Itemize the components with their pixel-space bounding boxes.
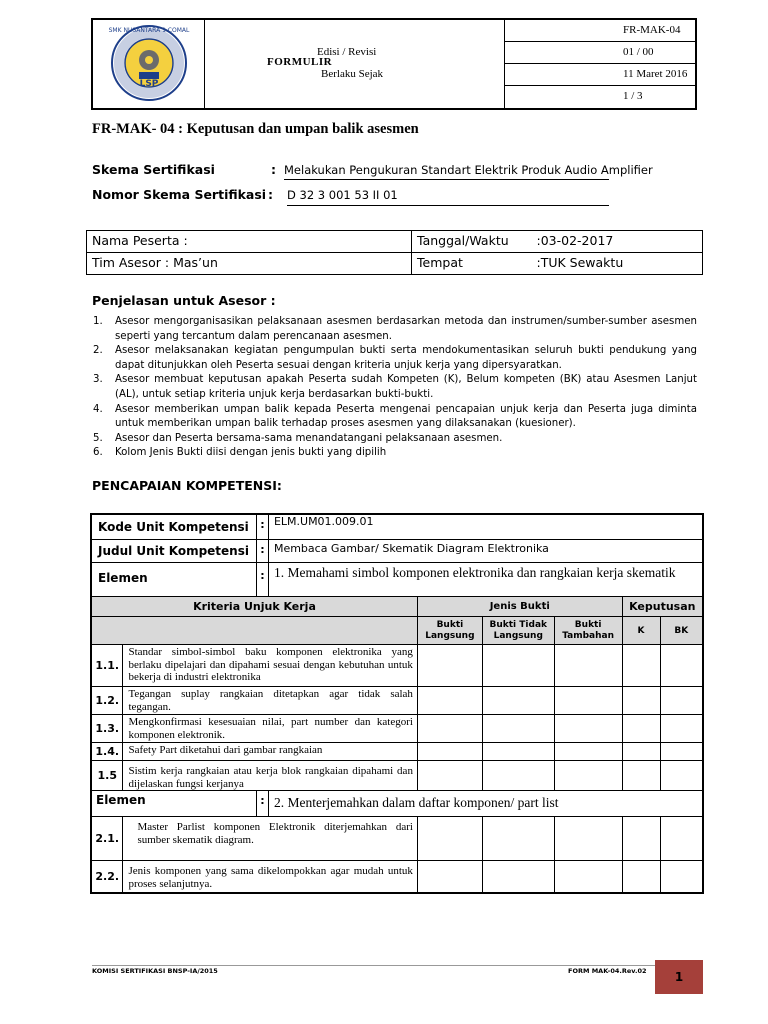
nomor-value: D 32 3 001 53 II 01 [287,188,609,206]
bukti-tidak-langsung-cell[interactable] [482,645,554,687]
elemen-1-value: 1. Memahami simbol komponen elektronika dan rangkaian kerja skematik [268,563,703,597]
bukti-langsung-cell[interactable] [417,861,482,893]
list-item: 4. Asesor memberikan umpan balik kepada Peserta mengenai pencapaian unjuk kerja dan Peserta juga diminta untuk memberikan umpan balik terhadap proses asesmen yang dilaksanakan (kuesioner). [93,403,697,430]
jenis-bukti-header: Jenis Bukti [417,597,622,617]
kriteria-header: Kriteria Unjuk Kerja [91,597,417,617]
judul-unit-value: Membaca Gambar/ Skematik Diagram Elektronika [268,540,703,563]
list-item: 2. Asesor melaksanakan kegiatan pengumpulan bukti serta mendokumentasikan seluruh bukti pendukung yang dapat ditunjukkan oleh Peserta sesuai dengan kriteria unjuk kerja yang dipersyaratkan. [93,345,697,371]
kode-unit-label: Kode Unit Kompetensi [91,514,257,540]
elemen-2-value: 2. Menterjemahkan dalam daftar komponen/ part list [268,791,703,817]
peserta-table [86,230,703,275]
k-cell[interactable] [622,761,660,791]
penjelasan-list [91,315,697,461]
bukti-langsung-cell[interactable] [417,645,482,687]
elemen-label: Elemen [91,563,257,597]
bk-cell[interactable] [660,743,703,761]
bukti-tambahan-cell[interactable] [554,817,622,861]
k-cell[interactable] [622,861,660,893]
table-row: 1.4. Safety Part diketahui dari gambar rangkaian [91,743,703,761]
bk-header: BK [660,617,703,645]
bukti-langsung-cell[interactable] [417,715,482,743]
table-row: 1.1. Standar simbol-simbol baku komponen elektronika yang berlaku dipelajari dan dipahami sesuai dengan kebutuhan untuk bekerja di industri elektronika [91,645,703,687]
skema-value: Melakukan Pengukuran Standart Elektrik Produk Audio Amplifier [284,163,609,180]
nomor-label: Nomor Skema Sertifikasi [92,187,267,202]
bk-cell[interactable] [660,645,703,687]
skema-label: Skema Sertifikasi [92,162,215,177]
tim-asesor-label: Tim Asesor : Mas’un [87,253,412,275]
bukti-langsung-cell[interactable] [417,761,482,791]
table-row: 1.5 Sistim kerja rangkaian atau kerja blok rangkaian dipahami dan dijelaskan fungsi kerjanya [91,761,703,791]
nama-peserta-label: Nama Peserta : [87,231,412,253]
bukti-langsung-cell[interactable] [417,743,482,761]
table-row: 2.2. Jenis komponen yang sama dikelompokkan agar mudah untuk proses selanjutnya. [91,861,703,893]
bukti-tidak-langsung-cell[interactable] [482,817,554,861]
tempat-label: Tempat [412,253,532,275]
svg-text:SMK NUSANTARA 1 COMAL: SMK NUSANTARA 1 COMAL [108,27,190,34]
bukti-langsung-cell[interactable] [417,687,482,715]
colon: : [257,563,269,597]
elemen-2-label: Elemen [91,791,257,817]
list-item: 5. Asesor dan Peserta bersama-sama menandatangani pelaksanaan asesmen. [93,432,503,444]
svg-text:LSP: LSP [139,79,159,89]
tanggal-label: Tanggal/Waktu [412,231,532,253]
judul-unit-label: Judul Unit Kompetensi [91,540,257,563]
doc-code: FR-MAK-04 [623,24,681,36]
k-header: K [622,617,660,645]
bk-cell[interactable] [660,861,703,893]
keputusan-header: Keputusan [622,597,703,617]
formulir-label: FORMULIR [267,56,333,68]
bukti-tidak-langsung-cell[interactable] [482,715,554,743]
tanggal-value: :03-02-2017 [532,231,703,253]
footer-left: KOMISI SERTIFIKASI BNSP-IA/2015 [92,967,218,975]
table-row: 2.1. Master Parlist komponen Elektronik diterjemahkan dari sumber skematik diagram. [91,817,703,861]
table-row: 1.2. Tegangan suplay rangkaian ditetapkan agar tidak salah tegangan. [91,687,703,715]
edisi-value: 01 / 00 [623,46,654,58]
bukti-langsung-header: Bukti Langsung [417,617,482,645]
form-title: FR-MAK- 04 : Keputusan dan umpan balik asesmen [92,121,419,137]
list-item: 1. Asesor mengorganisasikan pelaksanaan asesmen berdasarkan metoda dan instrumen/sumber-sumber asesmen seperti yang tercantum dalam perencanaan asesmen. [93,316,697,342]
colon: : [257,791,269,817]
penjelasan-title: Penjelasan untuk Asesor : [92,293,276,308]
bukti-tidak-langsung-cell[interactable] [482,861,554,893]
header-right-cell [505,20,695,108]
bukti-tidak-langsung-cell[interactable] [482,687,554,715]
bukti-tambahan-header: Bukti Tambahan [554,617,622,645]
bukti-tambahan-cell[interactable] [554,687,622,715]
skema-colon: : [271,162,276,177]
table-row: 1.3. Mengkonfirmasi kesesuaian nilai, part number dan kategori komponen elektronik. [91,715,703,743]
footer-right: FORM MAK-04.Rev.02 [568,967,647,975]
tempat-value: :TUK Sewaktu [532,253,703,275]
berlaku-value: 11 Maret 2016 [623,68,688,80]
bukti-tambahan-cell[interactable] [554,761,622,791]
school-logo [93,20,205,108]
colon: : [257,514,269,540]
bukti-langsung-cell[interactable] [417,817,482,861]
kompetensi-table [90,513,704,894]
bk-cell[interactable] [660,687,703,715]
colon: : [257,540,269,563]
berlaku-label: Berlaku Sejak [321,68,384,80]
footer-rule [92,965,692,966]
bk-cell[interactable] [660,817,703,861]
bukti-tambahan-cell[interactable] [554,715,622,743]
bk-cell[interactable] [660,761,703,791]
bukti-tambahan-cell[interactable] [554,861,622,893]
kode-unit-value: ELM.UM01.009.01 [268,514,703,540]
pencapaian-title: PENCAPAIAN KOMPETENSI: [92,478,282,493]
list-item: 6. Kolom Jenis Bukti diisi dengan jenis bukti yang dipilih [93,447,387,459]
header-spacer [91,617,417,645]
edisi-label: Edisi / Revisi [317,46,377,58]
bk-cell[interactable] [660,715,703,743]
k-cell[interactable] [622,743,660,761]
nomor-colon: : [268,187,273,202]
k-cell[interactable] [622,645,660,687]
k-cell[interactable] [622,687,660,715]
page-number-badge: 1 [655,960,703,994]
k-cell[interactable] [622,715,660,743]
bukti-tambahan-cell[interactable] [554,743,622,761]
document-header [91,18,697,110]
bukti-tambahan-cell[interactable] [554,645,622,687]
list-item: 3. Asesor membuat keputusan apakah Peserta sudah Kompeten (K), Belum kompeten (BK) atau Asesmen Lanjut (AL), untuk setiap kriteria unjuk kerja berdasarkan bukti-bukti. [93,374,697,400]
page-indicator: 1 / 3 [623,90,643,102]
logo-cell [93,20,205,108]
bukti-tidak-langsung-header: Bukti Tidak Langsung [482,617,554,645]
k-cell[interactable] [622,817,660,861]
bukti-tidak-langsung-cell[interactable] [482,761,554,791]
header-mid-cell [205,20,505,108]
bukti-tidak-langsung-cell[interactable] [482,743,554,761]
